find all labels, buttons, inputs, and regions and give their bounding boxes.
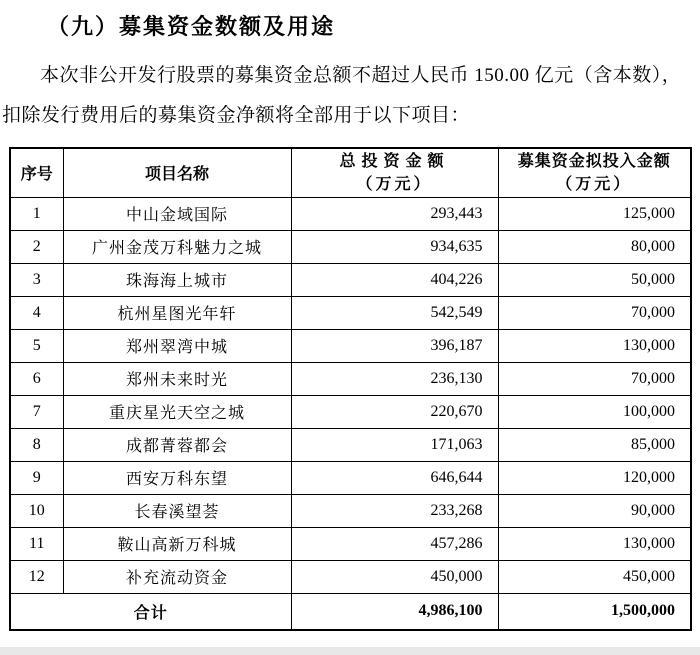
table-row (10, 263, 691, 296)
total-investment-sum: 4,986,100 (291, 593, 498, 630)
row-total-investment: 396,187 (291, 329, 498, 362)
row-index: 7 (10, 395, 63, 428)
row-index: 8 (10, 428, 63, 461)
row-raised-funds: 130,000 (498, 527, 691, 560)
table-row (10, 197, 691, 230)
row-raised-funds: 100,000 (498, 395, 691, 428)
table-row (10, 527, 691, 560)
table-row (10, 560, 691, 593)
funds-table (9, 147, 692, 631)
table-row (10, 494, 691, 527)
total-row (10, 593, 691, 630)
row-total-investment: 220,670 (291, 395, 498, 428)
header-raised-funds-title: 募集资金拟投入金额 (517, 152, 671, 170)
header-total-investment-unit: （万元） (356, 175, 433, 193)
row-project-name: 杭州星图光年轩 (63, 296, 291, 329)
row-total-investment: 293,443 (291, 197, 498, 230)
table-row (10, 296, 691, 329)
table-row (10, 230, 691, 263)
row-total-investment: 236,130 (291, 362, 498, 395)
section-heading: （九）募集资金数额及用途 (47, 14, 336, 39)
row-index: 2 (10, 230, 63, 263)
page-bottom-edge (0, 647, 700, 655)
row-raised-funds: 80,000 (498, 230, 691, 263)
header-total-investment-title: 总投资金额 (339, 152, 450, 170)
row-total-investment: 233,268 (291, 494, 498, 527)
row-project-name: 西安万科东望 (63, 461, 291, 494)
row-raised-funds: 130,000 (498, 329, 691, 362)
paragraph-line-1: 本次非公开发行股票的募集资金总额不超过人民币 150.00 亿元（含本数）， (40, 65, 682, 86)
row-raised-funds: 120,000 (498, 461, 691, 494)
row-project-name: 重庆星光天空之城 (63, 395, 291, 428)
header-total-investment (291, 148, 498, 197)
row-total-investment: 457,286 (291, 527, 498, 560)
row-project-name: 鞍山高新万科城 (63, 527, 291, 560)
table-header-row (10, 148, 691, 197)
row-index: 4 (10, 296, 63, 329)
row-project-name: 郑州未来时光 (63, 362, 291, 395)
row-project-name: 成都菁蓉都会 (63, 428, 291, 461)
header-project-name: 项目名称 (63, 148, 291, 197)
header-raised-funds (498, 148, 691, 197)
row-raised-funds: 85,000 (498, 428, 691, 461)
row-total-investment: 542,549 (291, 296, 498, 329)
funds-table-body (10, 197, 691, 593)
header-index: 序号 (10, 148, 63, 197)
row-raised-funds: 50,000 (498, 263, 691, 296)
row-project-name: 补充流动资金 (63, 560, 291, 593)
paragraph-line-2: 扣除发行费用后的募集资金净额将全部用于以下项目： (2, 105, 471, 126)
row-total-investment: 646,644 (291, 461, 498, 494)
table-row (10, 428, 691, 461)
header-raised-funds-unit: （万元） (556, 175, 633, 193)
table-row (10, 395, 691, 428)
row-project-name: 中山金域国际 (63, 197, 291, 230)
table-row (10, 362, 691, 395)
row-total-investment: 171,063 (291, 428, 498, 461)
row-index: 9 (10, 461, 63, 494)
row-index: 10 (10, 494, 63, 527)
row-index: 5 (10, 329, 63, 362)
row-raised-funds: 450,000 (498, 560, 691, 593)
row-index: 6 (10, 362, 63, 395)
row-total-investment: 934,635 (291, 230, 498, 263)
row-total-investment: 404,226 (291, 263, 498, 296)
row-index: 1 (10, 197, 63, 230)
row-raised-funds: 125,000 (498, 197, 691, 230)
row-raised-funds: 70,000 (498, 296, 691, 329)
document-page (0, 13, 700, 631)
row-project-name: 长春溪望荟 (63, 494, 291, 527)
row-total-investment: 450,000 (291, 560, 498, 593)
row-index: 11 (10, 527, 63, 560)
row-raised-funds: 90,000 (498, 494, 691, 527)
total-row-label: 合计 (10, 593, 291, 630)
total-raised-funds-sum: 1,500,000 (498, 593, 691, 630)
row-index: 12 (10, 560, 63, 593)
row-project-name: 珠海海上城市 (63, 263, 291, 296)
row-raised-funds: 70,000 (498, 362, 691, 395)
row-project-name: 广州金茂万科魅力之城 (63, 230, 291, 263)
table-row (10, 329, 691, 362)
row-project-name: 郑州翠湾中城 (63, 329, 291, 362)
intro-paragraph (2, 56, 700, 136)
table-row (10, 461, 691, 494)
row-index: 3 (10, 263, 63, 296)
